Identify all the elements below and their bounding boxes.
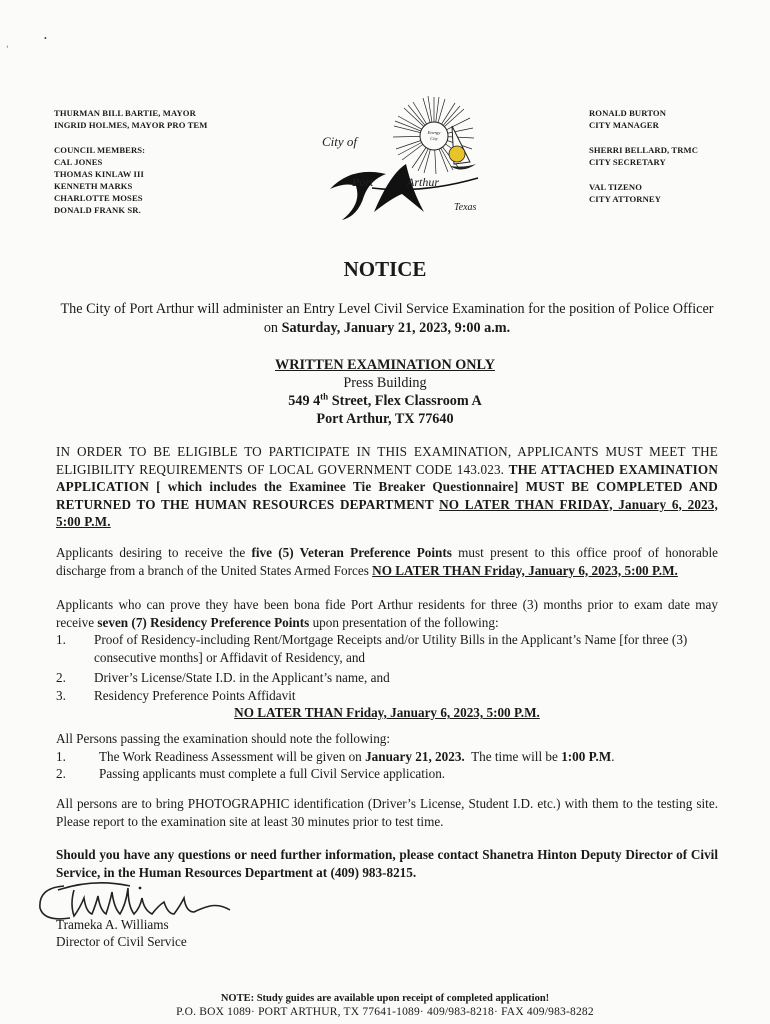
list-item: 1. The Work Readiness Assessment will be given on January 21, 2023. The time will be 1:00 P.M. [56,748,615,764]
footer-address: P.O. BOX 1089· PORT ARTHUR, TX 77641-1089· 409/983-8218· FAX 409/983-8282 [176,1006,594,1018]
notice-title: NOTICE [343,257,427,281]
residency-deadline: NO LATER THAN Friday, January 6, 2023, 5:00 P.M. [234,705,540,720]
boat-hull-icon [450,164,476,170]
mayor: THURMAN BILL BARTIE, MAYOR [54,108,196,118]
veteran-paragraph: Applicants desiring to receive the five (5) Veteran Preference Points must present to this office proof of honorable discharge from a branch of the United States Armed Forces NO LATER THAN Friday, January 6, 2023, 5:00 P.M. [56,545,718,578]
exam-city: Port Arthur, TX 77640 [316,411,454,427]
questions-paragraph: Should you have any questions or need further information, please contact Shanetra Hinton Deputy Director of Civil Service, in the Human Resources Department at (409) 983-8215. [56,847,718,880]
residency-points: seven (7) Residency Preference Points [97,614,310,630]
scan-speck: • [44,34,47,43]
council-member: KENNETH MARKS [54,181,133,191]
list-item: 2. Passing applicants must complete a full Civil Service application. [56,766,446,781]
scan-speck: ‘ [6,44,9,53]
logo-arthur: Arthur [407,175,440,189]
list-item: 3. Residency Preference Points Affidavit [56,687,296,703]
exam-date: Saturday, January 21, 2023, 9:00 a.m. [281,320,511,336]
eligibility-deadline: NO LATER THAN FRIDAY, January 6, 2023, 5:00 P.M. [56,496,718,529]
intro-paragraph [56,300,718,338]
council-member: THOMAS KINLAW III [54,169,144,179]
signer-title: Director of Civil Service [56,934,187,949]
logo-texas: Texas [454,202,477,213]
exam-building: Press Building [343,375,427,391]
city-logo [312,94,492,234]
footer-note: NOTE: Study guides are available upon receipt of completed application! [220,993,550,1004]
exam-heading: WRITTEN EXAMINATION ONLY [275,357,495,373]
intro-text: The City of Port Arthur will administer an Entry Level Civil Service Examination for the position of Police Officer on [60,301,714,336]
council-member: DONALD FRANK SR. [54,205,141,215]
exam-street: 549 4th Street, Flex Classroom A [288,391,482,409]
photo-id-paragraph: All persons are to bring PHOTOGRAPHIC identification (Driver’s License, Student I.D. etc.) with them to the testing site. Please report to the examination site at least 30 minutes prior to test time. [56,796,718,829]
passing-notes [56,748,718,783]
sun-disc-icon [449,146,465,162]
city-attorney-name: VAL TIZENO [589,182,642,192]
logo-sun-text: Energy [427,130,441,135]
mayor-pro-tem: INGRID HOLMES, MAYOR PRO TEM [54,120,208,130]
city-attorney-title: CITY ATTORNEY [589,194,662,204]
list-item: 2. Driver’s License/State I.D. in the Applicant’s name, and [56,670,390,685]
residency-paragraph: Applicants who can prove they have been bona fide Port Arthur residents for three (3) months prior to exam date may receive seven (7) Residency Preference Points upon presentation of the following: 1. Proof of Residency-including Rent/Mortgage Receipts and/or Utility Bills in the Applicant’s Name [for three (3) consecutive months] or Affidavit of Residency, and 2. Driver’s License/State I.D. in the Applicant’s name, and 3. Residency Preference Points Affidavit NO LATER THAN Friday, January 6, 2023, 5:00 P.M. [56,597,718,720]
city-secretary-title: CITY SECRETARY [589,157,666,167]
city-manager-title: CITY MANAGER [589,120,659,130]
list-item: 1. Proof of Residency-including Rent/Mortgage Receipts and/or Utility Bills in the Applicant’s Name [for three (3) consecutive months] or Affidavit of Residency, and [56,632,688,665]
veteran-deadline: NO LATER THAN Friday, January 6, 2023, 5:00 P.M. [372,562,678,578]
veteran-points: five (5) Veteran Preference Points [251,545,452,560]
logo-city-of: City of [322,134,358,149]
signer-name: Trameka A. Williams [56,917,169,932]
letterhead-staff [589,107,698,205]
residency-requirements [56,631,718,704]
logo-sun-text: City [430,136,438,141]
eligibility-paragraph: IN ORDER TO BE ELIGIBLE TO PARTICIPATE IN THIS EXAMINATION, APPLICANTS MUST MEET THE ELIGIBILITY REQUIREMENTS OF LOCAL GOVERNMENT CODE 143.023. THE ATTACHED EXAMINATION APPLICATION [ which includes the Examinee Tie Breaker Questionnaire] MUST BE COMPLETED AND RETURNED TO THE HUMAN RESOURCES DEPARTMENT NO LATER THAN FRIDAY, January 6, 2023, 5:00 P.M. [56,444,718,529]
city-manager-name: RONALD BURTON [589,108,666,118]
council-heading: COUNCIL MEMBERS: [54,145,146,155]
exam-location [0,356,770,428]
passing-paragraph: All Persons passing the examination should note the following: 1. The Work Readiness Assessment will be given on January 21, 2023. The time will be 1:00 P.M. 2. Passing applicants must complete a full Civil Service application. [56,730,718,783]
signer [56,916,187,950]
council-member: CHARLOTTE MOSES [54,193,143,203]
council-member: CAL JONES [54,157,103,167]
letterhead-officials [54,107,207,216]
footer [0,993,770,1018]
logo-port: Port [352,175,374,189]
city-secretary-name: SHERRI BELLARD, TRMC [589,145,699,155]
